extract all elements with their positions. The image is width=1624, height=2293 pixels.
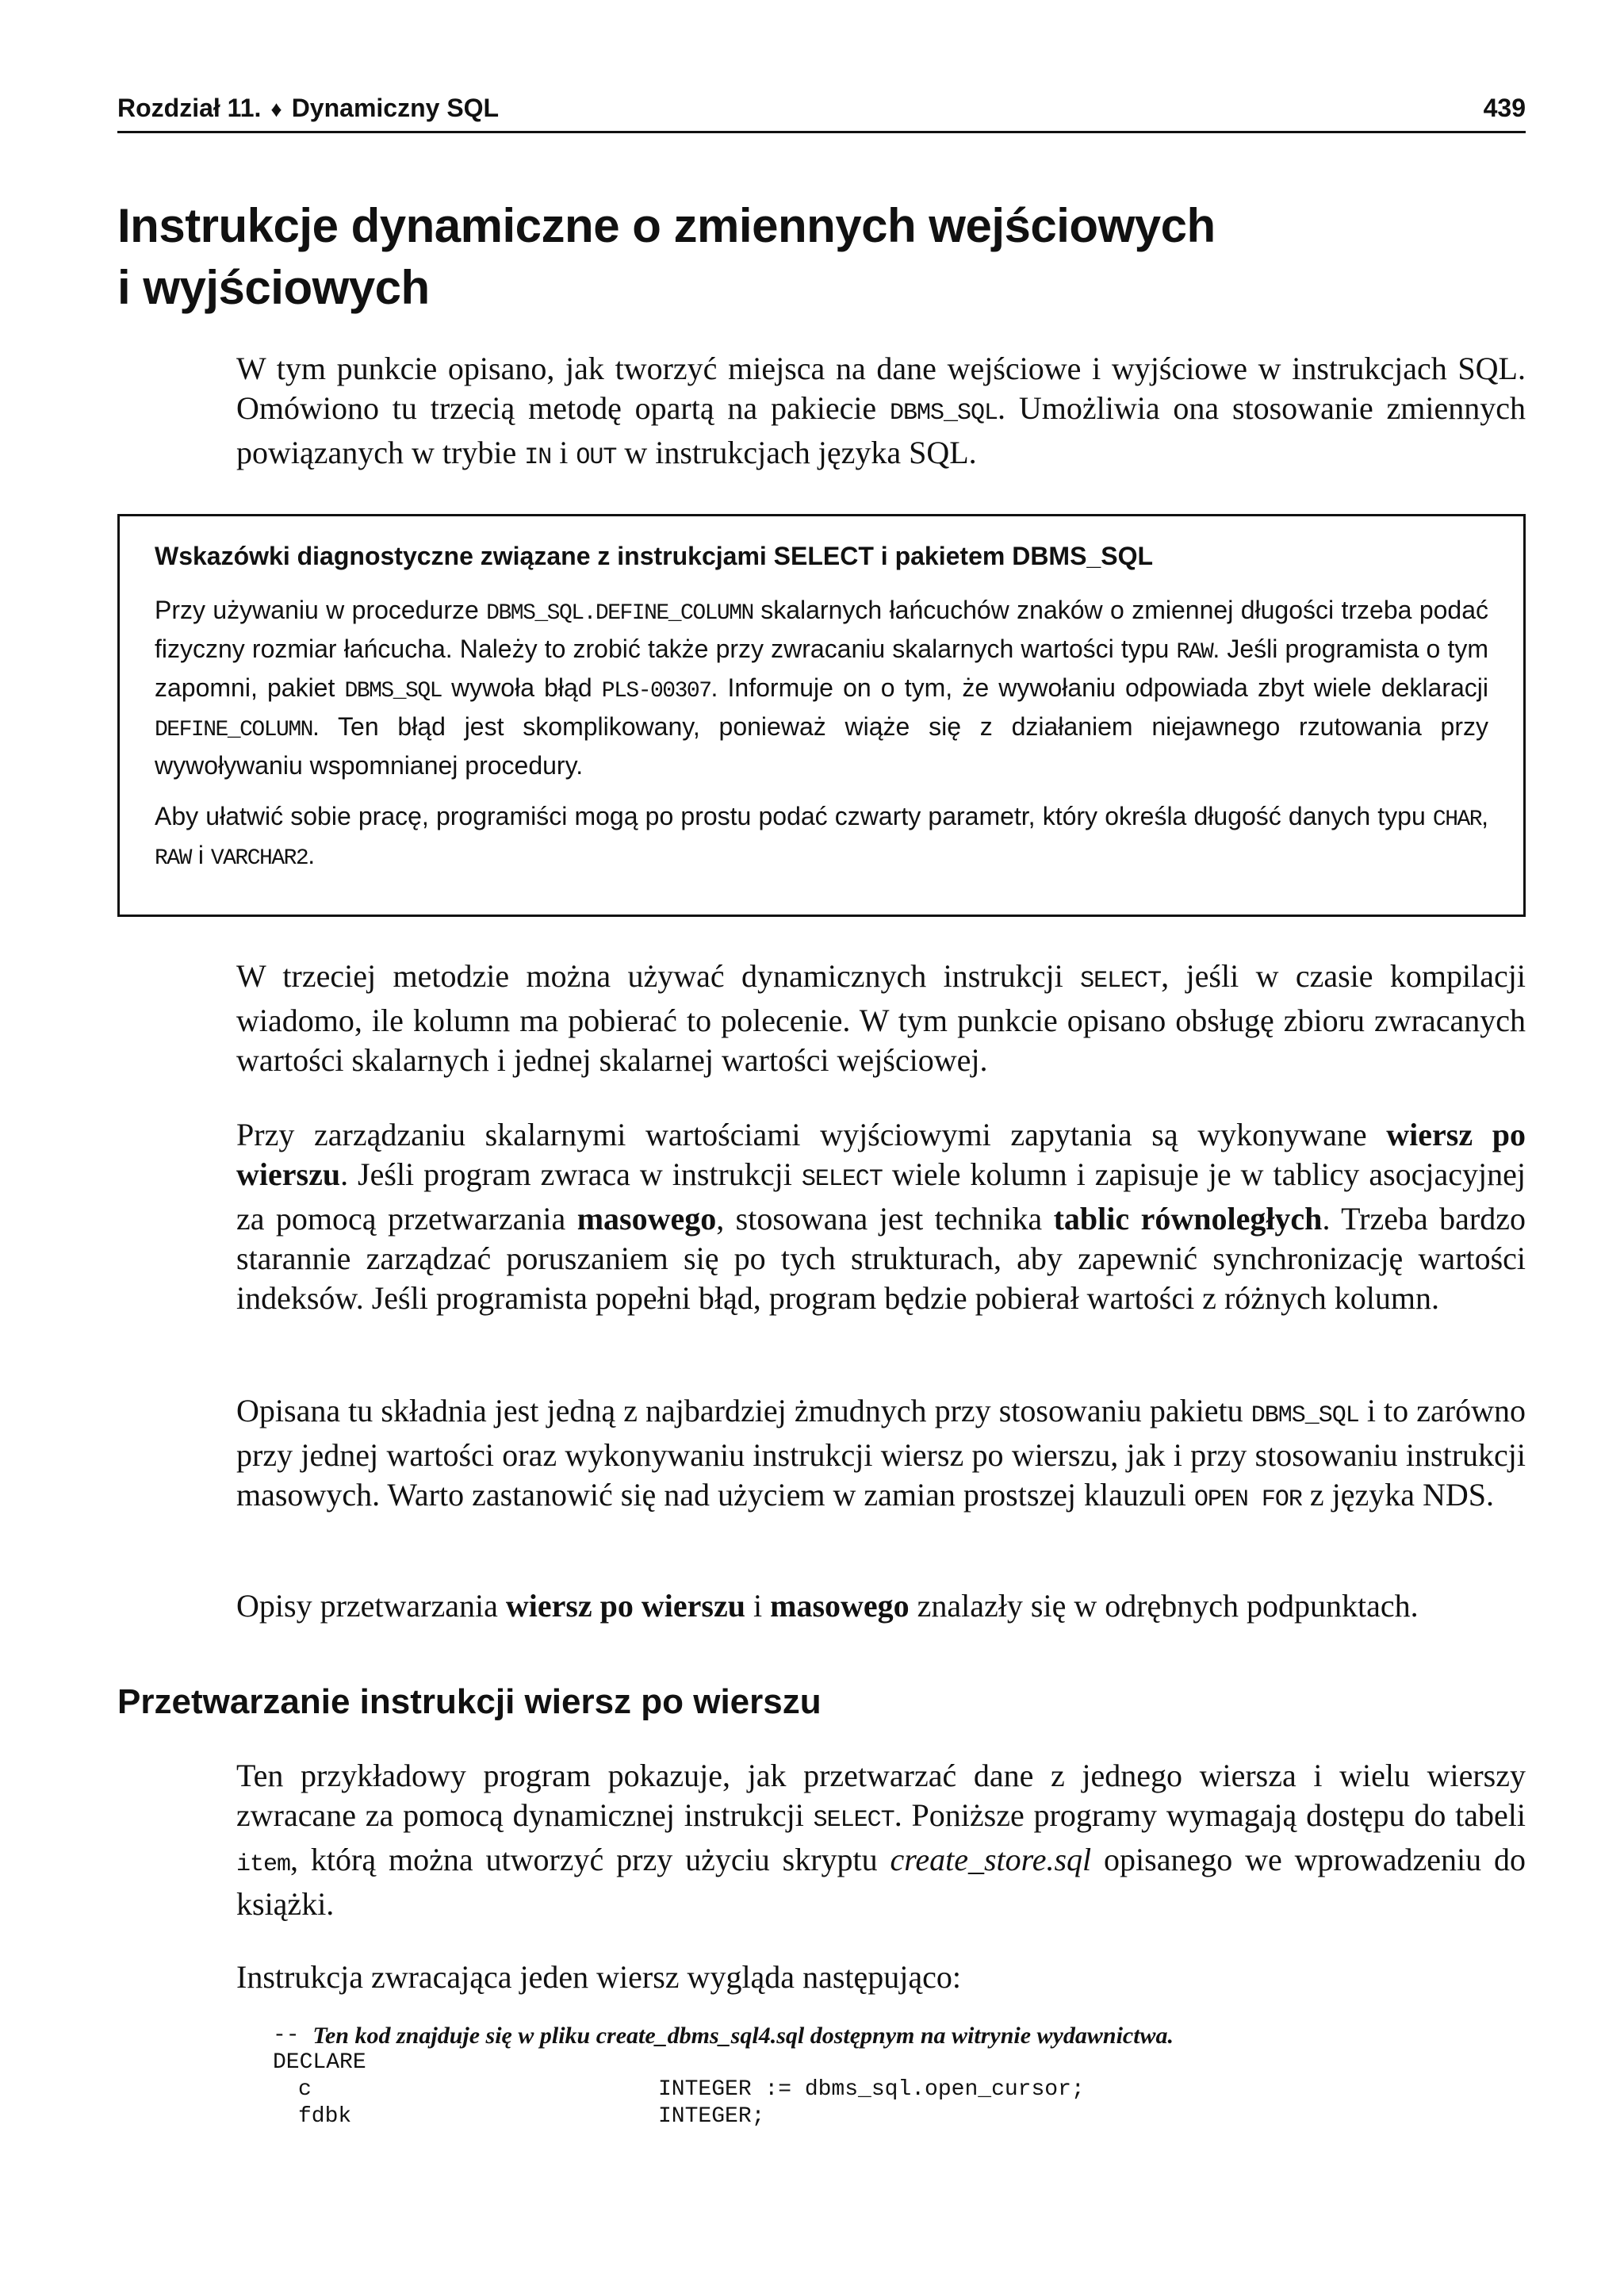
text-run: Opisy przetwarzania [236, 1588, 506, 1624]
code-run: OUT [576, 444, 617, 471]
chapter-title [117, 195, 1526, 319]
bold-run: masowego [576, 1201, 717, 1237]
code-run: VARCHAR2 [210, 846, 308, 871]
code-run: OPEN FOR [1193, 1486, 1302, 1513]
code-declaration: INTEGER := dbms_sql.open_cursor; [658, 2077, 1085, 2102]
section-label: Dynamiczny SQL [291, 94, 500, 122]
code-run: PLS-00307 [601, 679, 711, 704]
intro-paragraph [236, 349, 1526, 477]
text-run: Opisana tu składnia jest jedną z najbardziej żmudnych przy stosowaniu pakietu [236, 1393, 1251, 1428]
code-variable-name: fdbk [298, 2104, 352, 2129]
text-run: wiele kolumn i zapisuje je w tablicy asocjacyjnej za pomocą przetwarzania [236, 1156, 1526, 1237]
text-run: z języka NDS. [1301, 1477, 1495, 1513]
body-paragraph-1 [236, 957, 1526, 1080]
page-number: 439 [1483, 94, 1526, 122]
text-run: Aby ułatwić sobie pracę, programiści mogą po prostu podać czwarty parametr, który określa długość danych typu [155, 802, 1433, 830]
code-line [273, 2103, 1526, 2130]
code-run: SELECT [1080, 968, 1162, 995]
text-run: . [308, 841, 316, 869]
code-run: DBMS_SQL [1251, 1402, 1359, 1429]
code-run: DEFINE_COLUMN [155, 718, 312, 742]
text-run: . Trzeba bardzo starannie zarządzać poruszaniem się po tych strukturach, aby zapewnić synchronizację wartości indeksów. Jeśli programista popełni błąd, program będzie pobierał wartości z różnych kolumn. [236, 1201, 1526, 1316]
tip-box-paragraph-2 [155, 799, 1488, 876]
text-run: Ten przykładowy program pokazuje, jak przetwarzać dane z jednego wiersza i wielu wierszy zwracane za pomocą dynamicznej instrukcji [236, 1758, 1526, 1833]
code-line [273, 2076, 1526, 2103]
text-run: W trzeciej metodzie można używać dynamicznych instrukcji [236, 958, 1081, 994]
code-run: RAW [1176, 640, 1213, 665]
code-variable-name: c [298, 2077, 312, 2102]
body-paragraph-2 [236, 1115, 1526, 1318]
tip-box [117, 514, 1526, 917]
text-run: skalarnych łańcuchów znaków o zmiennej długości trzeba podać fizyczny rozmiar łańcucha. Należy to zrobić także przy zwracaniu skalarnych wartości typu [155, 596, 1489, 663]
chapter-label: Rozdział 11. [117, 94, 262, 122]
text-run: , którą można utworzyć przy użyciu skryptu [290, 1842, 891, 1877]
code-listing [273, 2023, 1526, 2130]
body-paragraph-5 [236, 1756, 1526, 1924]
running-head [117, 94, 1526, 133]
text-run: , [1481, 802, 1488, 830]
text-run: znalazły się w odrębnych podpunktach. [909, 1588, 1419, 1624]
text-run: i [190, 841, 211, 869]
code-run: DBMS_SQL.DEFINE_COLUMN [486, 601, 753, 626]
code-comment-line [273, 2023, 1526, 2050]
text-run: . Informuje on o tym, że wywołaniu odpowiada zbyt wiele deklaracji [710, 673, 1489, 702]
body-paragraph-6: Instrukcja zwracająca jeden wiersz wygląda następująco: [236, 1959, 961, 1995]
code-run: SELECT [813, 1807, 894, 1834]
text-run: w instrukcjach języka SQL. [616, 435, 977, 470]
text-run: i [551, 435, 576, 470]
bold-run: tablic równoległych [1053, 1201, 1323, 1237]
text-run: i [745, 1588, 771, 1624]
text-run: Przy zarządzaniu skalarnymi wartościami wyjściowymi zapytania są wykonywane [236, 1117, 1387, 1152]
text-run: . Ten błąd jest skomplikowany, ponieważ wiąże się z działaniem niejawnego rzutowania przy wywoływaniu wspomnianej procedury. [155, 712, 1488, 780]
text-run: Przy używaniu w procedurze [155, 596, 487, 624]
diamond-separator-icon: ♦ [270, 97, 282, 121]
text-run: opisanego we wprowadzeniu do książki. [236, 1842, 1526, 1922]
body-paragraph-4 [236, 1586, 1526, 1626]
text-run: . Umożliwia ona stosowanie zmiennych powiązanych w trybie [236, 390, 1526, 470]
text-run: . Jeśli programista o tym zapomni, pakiet [155, 635, 1489, 702]
tip-box-paragraph-1 [155, 592, 1488, 783]
code-declaration: INTEGER; [658, 2104, 765, 2129]
code-run: DBMS_SQL [890, 400, 998, 427]
code-run: IN [524, 444, 552, 471]
text-run: , jeśli w czasie kompilacji wiadomo, ile kolumn ma pobierać to polecenie. W tym punkcie opisano obsługę zbioru zwracanych wartości skalarnych i jednej skalarnej wartości wejściowej. [236, 958, 1526, 1078]
chapter-title-line-1: Instrukcje dynamiczne o zmiennych wejściowych [117, 199, 1216, 252]
text-run: . Poniższe programy wymagają dostępu do tabeli [894, 1797, 1526, 1833]
chapter-title-line-2: i wyjściowych [117, 261, 430, 314]
section-heading: Przetwarzanie instrukcji wiersz po wierszu [117, 1682, 822, 1721]
code-run: DBMS_SQL [344, 679, 442, 704]
body-paragraph-3 [236, 1391, 1526, 1520]
code-line-declare [273, 2050, 1526, 2076]
code-run: RAW [155, 846, 191, 871]
italic-run: create_store.sql [890, 1842, 1092, 1877]
code-run: item [236, 1851, 291, 1878]
text-run: i to zarówno przy jednej wartości oraz wykonywaniu instrukcji wiersz po wierszu, jak i przy stosowaniu instrukcji masowych. Warto zastanowić się nad użyciem w zamian prostszej klauzuli [236, 1393, 1526, 1513]
bold-run: wiersz po wierszu [236, 1117, 1526, 1192]
comment-marker: -- [273, 2023, 300, 2048]
code-keyword: DECLARE [273, 2050, 366, 2075]
text-run: wywoła błąd [441, 673, 602, 702]
bold-run: masowego [770, 1588, 910, 1624]
text-run: . Jeśli program zwraca w instrukcji [340, 1156, 802, 1192]
tip-box-title: Wskazówki diagnostyczne związane z instrukcjami SELECT i pakietem DBMS_SQL [155, 542, 1153, 570]
bold-run: wiersz po wierszu [505, 1588, 745, 1624]
running-head-left [117, 94, 499, 123]
code-comment: Ten kod znajduje się w pliku create_dbms_sql4.sql dostępnym na witrynie wydawnictwa. [312, 2023, 1174, 2049]
text-run: W tym punkcie opisano, jak tworzyć miejsca na dane wejściowe i wyjściowe w instrukcjach SQL. Omówiono tu trzecią metodę opartą na pakiecie [236, 351, 1526, 426]
text-run: , stosowana jest technika [716, 1201, 1054, 1237]
code-run: CHAR [1432, 807, 1482, 832]
code-run: SELECT [801, 1166, 883, 1193]
